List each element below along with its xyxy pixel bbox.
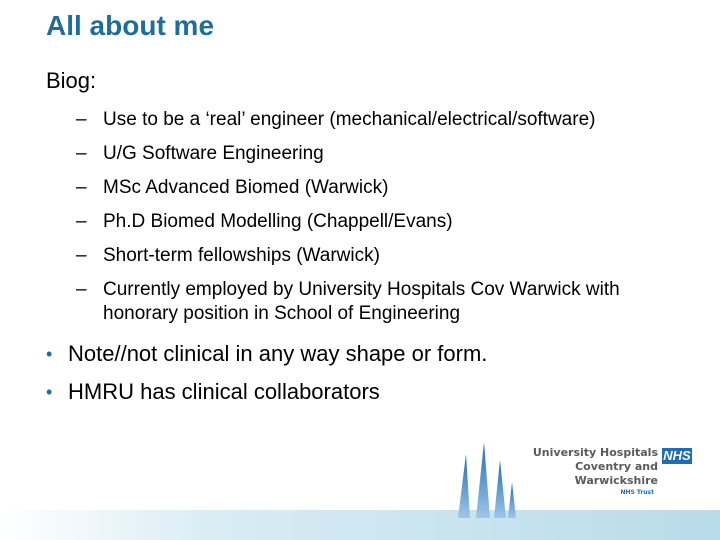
biog-item-text: Ph.D Biomed Modelling (Chappell/Evans) (103, 211, 453, 232)
trust-name-line2: Coventry and Warwickshire (574, 460, 658, 487)
biog-heading: Biog: (46, 68, 97, 93)
biog-item-text: MSc Advanced Biomed (Warwick) (103, 177, 389, 198)
bullet-marker: • (46, 382, 53, 402)
dash-marker: – (76, 245, 87, 266)
biog-item (76, 210, 676, 234)
dash-marker: – (76, 143, 87, 164)
biog-item (76, 142, 676, 166)
bullet-list (46, 340, 487, 416)
bullet-item-text: Note//not clinical in any way shape or form. (68, 341, 488, 366)
biog-item-text: Short-term fellowships (Warwick) (103, 245, 380, 266)
bullet-marker: • (46, 344, 53, 364)
biog-list (76, 108, 676, 336)
spire-left (458, 454, 470, 518)
trust-name-line1: University Hospitals (532, 446, 658, 459)
trust-logo-text (528, 446, 658, 498)
trust-name-line3: NHS Trust (620, 489, 654, 496)
dash-marker: – (76, 177, 87, 198)
nhs-logo: NHS (663, 448, 691, 463)
bullet-item (46, 340, 487, 368)
slide-title: All about me (46, 10, 215, 41)
biog-item-text: Currently employed by University Hospitals Cov Warwick with honorary position in School of Engineering (103, 279, 620, 324)
spire-middle (476, 442, 490, 518)
bullet-item (46, 378, 487, 406)
biog-item (76, 108, 676, 132)
dash-marker: – (76, 211, 87, 232)
biog-item (76, 176, 676, 200)
biog-item (76, 244, 676, 268)
dash-marker: – (76, 109, 87, 130)
spire-far-right (508, 482, 516, 518)
biog-item (76, 278, 676, 326)
spire-right (494, 460, 506, 518)
dash-marker: – (76, 279, 87, 300)
bullet-item-text: HMRU has clinical collaborators (68, 379, 380, 404)
biog-item-text: U/G Software Engineering (103, 143, 324, 164)
biog-item-text: Use to be a ‘real’ engineer (mechanical/electrical/software) (103, 109, 596, 130)
